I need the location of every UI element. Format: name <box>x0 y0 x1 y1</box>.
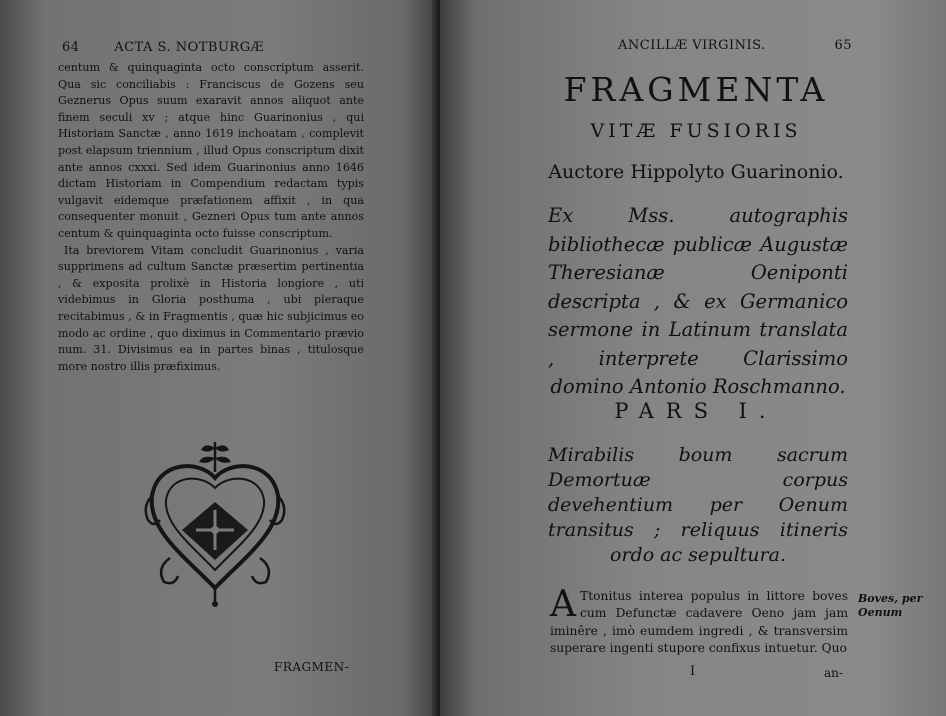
left-running-head <box>62 40 362 55</box>
marginal-note: Boves, per Oenum <box>858 592 923 619</box>
author-line: Auctore Hippolyto Guarinonio. <box>548 161 844 183</box>
right-page-number: 65 <box>834 38 852 53</box>
chapter-title: Mirabilis boum sacrum Demortuæ corpus devehentium per Oenum transitus ; reliquus itineris ordo ac sepultura. <box>548 444 848 566</box>
fragment-subtitle: VITÆ FUSIORIS <box>590 120 802 142</box>
left-page <box>0 0 438 716</box>
part-heading: PARS I. <box>614 399 778 423</box>
left-catchword: FRAGMEN- <box>274 660 350 674</box>
drop-cap: A <box>550 584 576 625</box>
left-running-title: ACTA S. NOTBURGÆ <box>114 40 265 55</box>
left-page-number: 64 <box>62 40 80 55</box>
fragment-title: FRAGMENTA <box>563 70 829 109</box>
left-paragraph-2: Ita breviorem Vitam concludit Guarinonius , varia supprimens ad cultum Sanctæ præsertim pertinentia , & exposita prolixè in Historia longiore , uti videbimus in Gloria posthuma , ubi pleraque recitabimus , & in Fragmentis , quæ hic subjicimus eo modo ac ordine , quo diximus in Commentario prævio num. 31. Divisimus ea in partes binas , titulosque more nostro illis præfiximus. <box>58 243 364 373</box>
right-catchword: an- <box>824 666 843 680</box>
right-body-paragraph: Ttonitus interea populus in littore boves cum Defunctæ cadavere Oeno jam jam iminêre , imò eumdem ingredi , & transversim superare ingenti stupore confixus intuetur. Quo <box>550 589 848 656</box>
decorative-ornament-icon <box>140 438 290 608</box>
signature-mark: I <box>690 664 696 679</box>
right-running-head <box>618 38 852 53</box>
right-body-text <box>550 584 848 658</box>
right-running-title: ANCILLÆ VIRGINIS. <box>618 38 766 53</box>
left-body-text <box>58 60 364 375</box>
source-description: Ex Mss. autographis bibliothecæ publicæ Augustæ Theresianæ Oeniponti descripta , & ex Germanico sermone in Latinum translata , interprete Clarissimo domino Antonio Roschmanno. <box>548 204 848 398</box>
left-paragraph-1: centum & quinquaginta octo conscriptum asserit. Qua sic conciliabis : Franciscus de Gozens seu Geznerus Opus suum exaravit annos aliquot ante finem seculi xv ; atque hinc Guarinonius , qui Historiam Sanctæ , anno 1619 inchoatam , complevit post elapsum triennium , illud Opus conscriptum dixit ante annos cxxxi. Sed idem Guarinonius anno 1646 dictam Historiam in Compendium redactam typis vulgavit eidemque præfationem affixit , in qua consequenter monuit , Gezneri Opus tum ante annos centum & quinquaginta octo fuisse conscriptum. <box>58 61 364 240</box>
